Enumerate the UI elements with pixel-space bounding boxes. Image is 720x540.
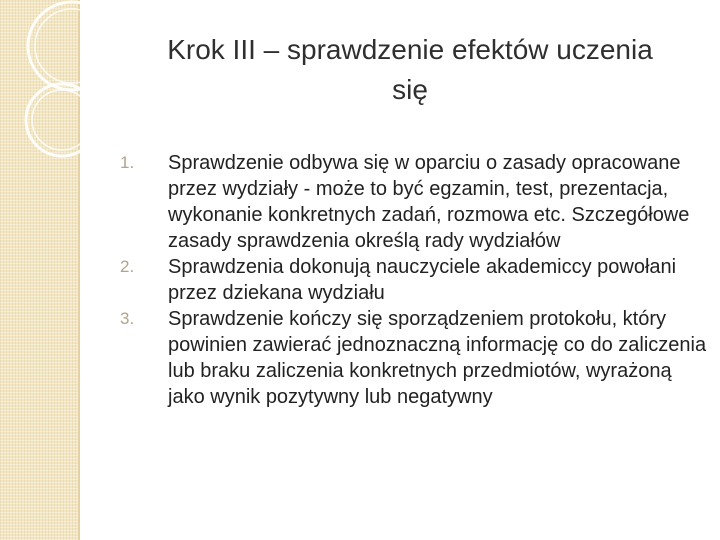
- slide-title-line-2: się: [392, 74, 428, 105]
- list-item-number: 1.: [120, 153, 135, 172]
- list-item: [120, 150, 710, 254]
- steps-list: [120, 150, 710, 410]
- list-item: [120, 254, 710, 306]
- list-item-text: Sprawdzenie odbywa się w oparciu o zasady opracowane przez wydziały - może to być egzamin, test, prezentacja, wykonanie konkretnych zadań, rozmowa etc. Szczegółowe zasady sprawdzenia określą rady wydziałów: [168, 152, 690, 252]
- list-item-text: Sprawdzenia dokonują nauczyciele akademiccy powołani przez dziekana wydziału: [168, 256, 677, 304]
- decorative-circle-inner: [35, 9, 109, 83]
- decorative-circle-lower-inner: [32, 90, 92, 150]
- list-item-number: 3.: [120, 309, 135, 328]
- list-item-text: Sprawdzenie kończy się sporządzeniem protokołu, który powinien zawierać jednoznaczną informację co do zaliczenia lub braku zaliczenia konkretnych przedmiotów, wyrażoną jako wynik pozytywny lub negatywny: [168, 308, 707, 408]
- decorative-circle-lower: [26, 84, 98, 156]
- list-item-number: 2.: [120, 257, 135, 276]
- slide-title-line-1: Krok III – sprawdzenie efektów uczenia: [167, 34, 653, 65]
- list-item: [120, 306, 710, 410]
- decorative-circle-large: [28, 2, 116, 90]
- slide-title: [110, 30, 710, 110]
